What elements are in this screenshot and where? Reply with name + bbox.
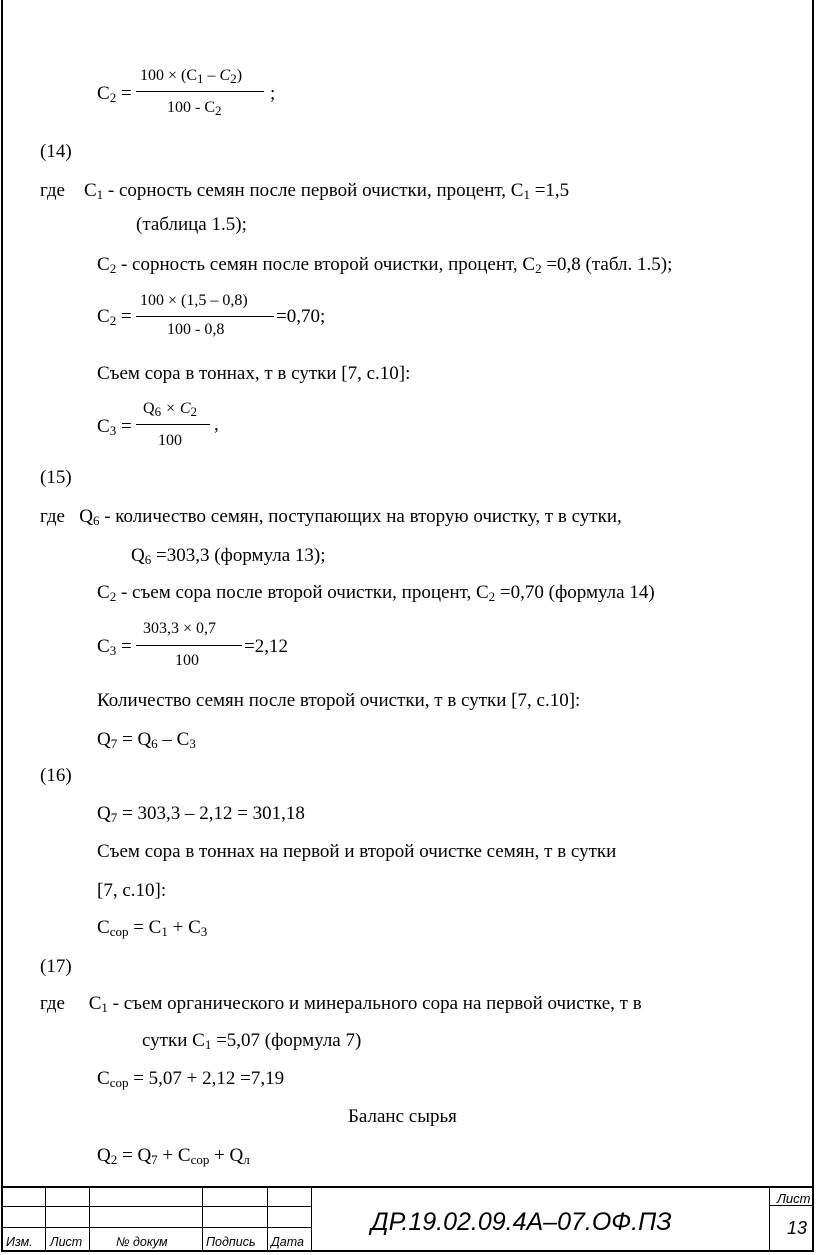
- eq-number-16: (16): [40, 765, 72, 786]
- eq-number-14: (14): [40, 141, 72, 162]
- stamp-col-izm: Изм.: [6, 1235, 33, 1249]
- eq-number-17: (17): [40, 956, 72, 977]
- eq-number-15: (15): [40, 467, 72, 488]
- formula-17: $C_{сор} = C_1 + C_3$: [97, 917, 208, 939]
- text-line: Количество семян после второй очистки, т в сутки [7, с.10]:: [97, 690, 581, 711]
- sheet-number: 13: [787, 1218, 808, 1238]
- text-line: где $Q_6$ - количество семян, поступающих на вторую очистку, т в сутки,: [40, 506, 622, 528]
- formula-16: $Q_7 = Q_6 - C_3$: [97, 729, 196, 751]
- text-line: Съем сора в тоннах на первой и второй очистке семян, т в сутки: [97, 841, 617, 862]
- text-line: $C_2$ - сорность семян после второй очистки, процент, $C_2 =0,8$ (табл. 1.5);: [97, 254, 673, 276]
- text-line: (таблица 1.5);: [136, 214, 247, 235]
- text-line: $C_{сор} = 5,07 + 2,12 =7,19$: [97, 1068, 285, 1090]
- document-code: ДР.19.02.09.4А–07.ОФ.ПЗ: [371, 1208, 672, 1236]
- stamp-col-doc: № докум: [116, 1235, 168, 1249]
- stamp-col-sign: Подпись: [206, 1235, 256, 1249]
- f14-denominator: $100 - C_2$: [167, 99, 222, 118]
- stamp-col-list: Лист: [50, 1235, 83, 1249]
- stamp-col-date: Дата: [271, 1235, 304, 1249]
- text-line: где $C_1$ - сорность семян после первой очистки, процент, $C_1 =1,5$: [40, 180, 570, 202]
- section-heading: Баланс сырья: [348, 1106, 457, 1127]
- text-line: $Q_6 =303,3$ (формула 13);: [131, 545, 326, 567]
- f14-numerator: $100 \times (C_1 - C_2)$: [140, 67, 243, 86]
- text-line: $C_2$ - съем сора после второй очистки, процент, $C_2 =0,70$ (формула 14): [97, 582, 655, 604]
- text-line: [7, с.10]:: [97, 880, 167, 901]
- formula-balance: $Q_2 = Q_7 + C_{сор} + Q_л$: [97, 1145, 250, 1167]
- title-block: [3, 1186, 814, 1254]
- text-line: Съем сора в тоннах, т в сутки [7, с.10]:: [97, 363, 411, 384]
- text-line: сутки $C_1 =5,07$ (формула 7): [142, 1030, 362, 1052]
- text-line: $Q_7 = 303,3 - 2,12 = 301,18$: [97, 803, 305, 825]
- sheet-label: Лист: [777, 1191, 811, 1206]
- text-line: где $C_1$ - съем органического и минерального сора на первой очистке, т в: [40, 993, 642, 1015]
